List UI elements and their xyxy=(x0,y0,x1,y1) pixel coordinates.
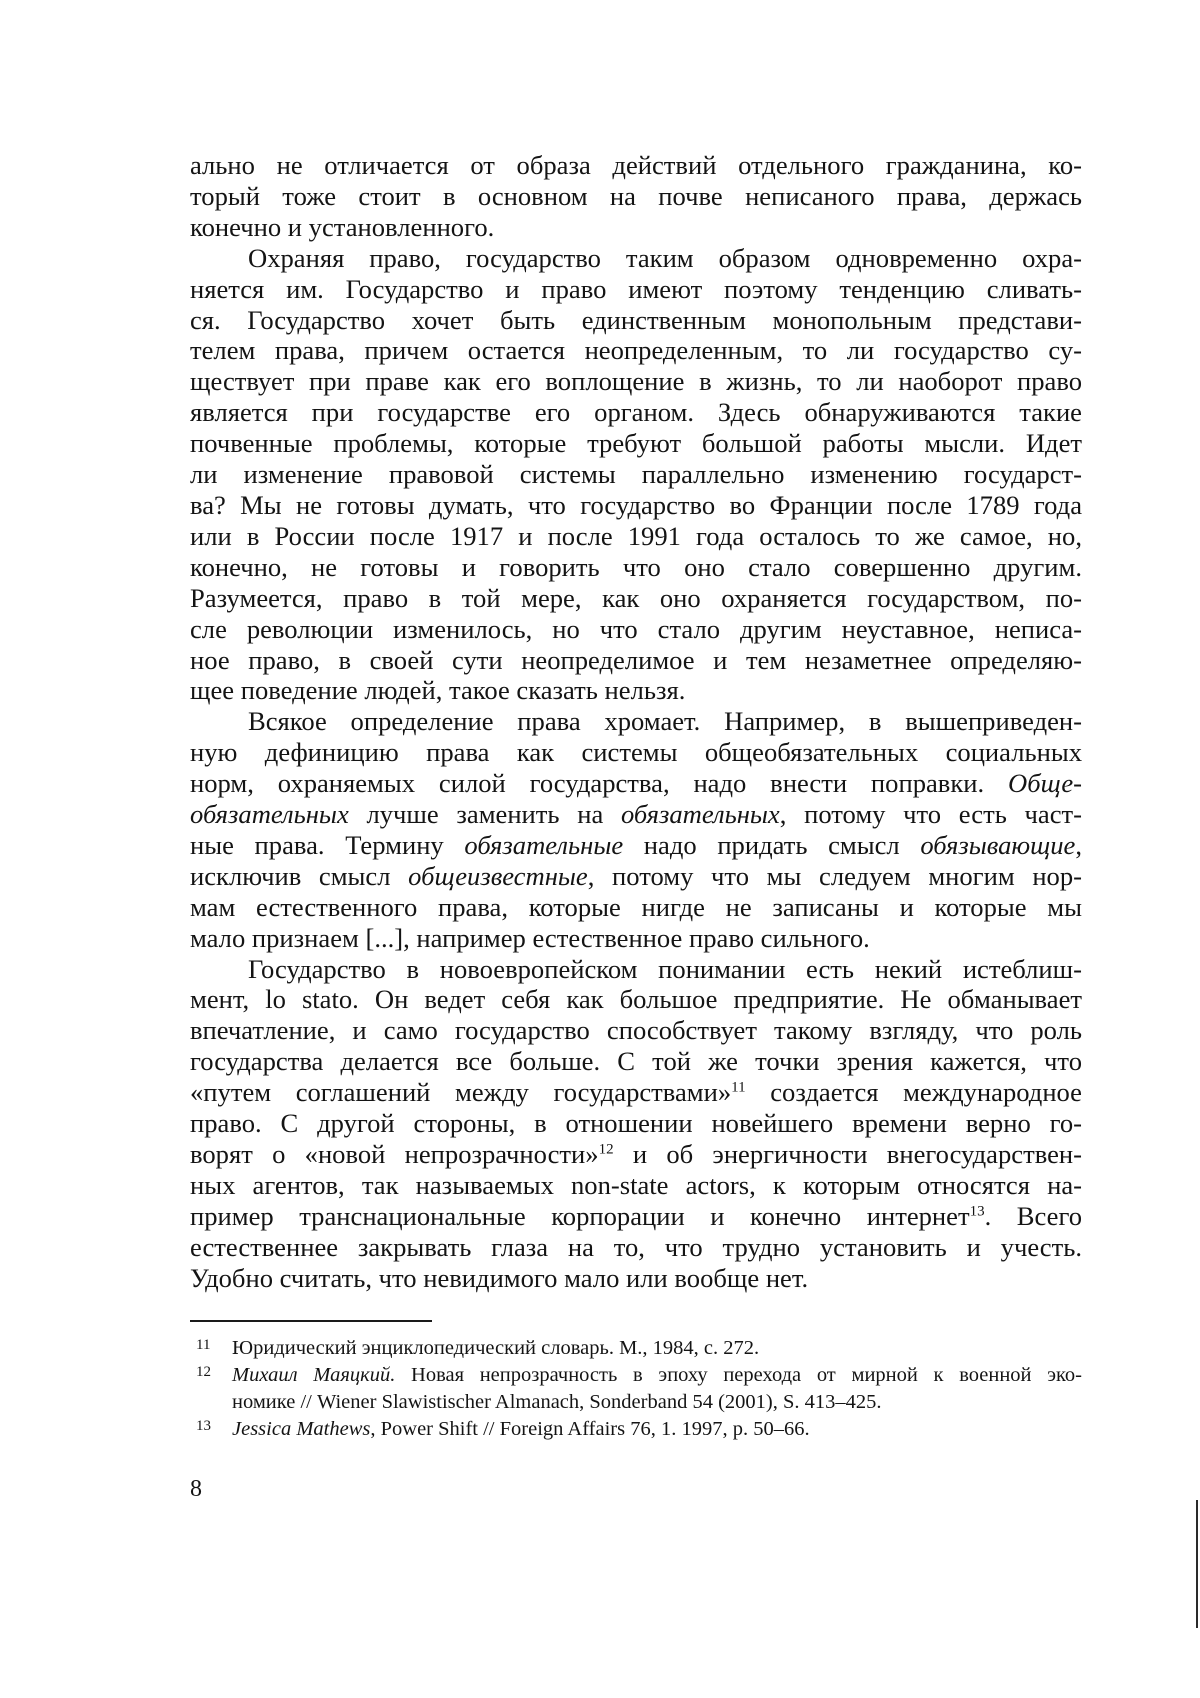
text-line: мало признаем [...], например естественное право сильного. xyxy=(190,922,870,953)
footnote-12 xyxy=(190,1362,1082,1416)
text-run: «путем соглашений между государствами» xyxy=(190,1077,732,1108)
footnote-text: Юридический энциклопедический словарь. М., 1984, с. 272. xyxy=(232,1337,760,1359)
text-run: и об энергичности внегосударствен- xyxy=(613,1139,1082,1169)
text-line: конечно, не готовы и говорить что оно стало совершенно другим. xyxy=(190,551,1082,582)
text-line: Охраняя право, государство таким образом одновременно охра- xyxy=(248,242,1082,273)
page-number: 8 xyxy=(190,1476,202,1502)
text-line xyxy=(190,861,1082,892)
text-line xyxy=(190,1077,1082,1108)
text-run: надо придать смысл xyxy=(623,829,921,860)
footnote-number: 11 xyxy=(196,1337,211,1353)
italic-term: обязывающие xyxy=(920,829,1076,860)
footnote-author: Михаил Маяцкий. xyxy=(232,1364,396,1386)
text-run: , потому что мы следуем многим нор- xyxy=(587,860,1082,891)
footnote-ref-13[interactable]: 13 xyxy=(969,1203,985,1220)
text-line: Всякое определение права хромает. Например, в вышеприведен- xyxy=(248,706,1082,737)
text-line: няется им. Государство и право имеют поэтому тенденцию сливать- xyxy=(190,273,1082,304)
footnote-ref-11[interactable]: 11 xyxy=(731,1079,746,1096)
text-run: , xyxy=(1075,829,1083,860)
text-line: щее поведение людей, такое сказать нельзя. xyxy=(190,675,686,706)
text-line: или в России после 1917 и после 1991 года осталось то же самое, но, xyxy=(190,520,1082,551)
page-edge-mark xyxy=(1196,1500,1198,1628)
text-line xyxy=(190,768,1082,799)
footnotes xyxy=(190,1335,1082,1443)
text-run: лучше заменить на xyxy=(348,799,621,830)
footnote-ref-12[interactable]: 12 xyxy=(598,1141,614,1158)
text-line: естественнее закрывать глаза на то, что трудно установить и учесть. xyxy=(190,1231,1082,1262)
paragraph-2 xyxy=(190,243,1082,707)
paragraph-1 xyxy=(190,150,1082,243)
text-line: телем права, причем остается неопределенным, то ли государство су- xyxy=(190,335,1082,366)
paragraph-3 xyxy=(190,706,1082,953)
text-line xyxy=(190,1201,1082,1232)
text-run: , Power Shift // Foreign Affairs 76, 1. 1997, p. 50–66. xyxy=(370,1418,810,1440)
text-line: ся. Государство хочет быть единственным монопольным представи- xyxy=(190,304,1082,335)
text-line: почвенные проблемы, которые требуют большой работы мысли. Идет xyxy=(190,428,1082,459)
text-run: пример транснациональные корпорации и конечно интернет xyxy=(190,1200,970,1231)
text-line: ную дефиницию права как системы общеобязательных социальных xyxy=(190,737,1082,768)
paragraph-4 xyxy=(190,954,1082,1294)
text-line xyxy=(190,799,1082,830)
text-run: Новая непрозрачность в эпоху перехода от мирной к военной эко- xyxy=(395,1364,1082,1386)
text-line: ществует при праве как его воплощение в жизнь, то ли наоборот право xyxy=(190,366,1082,397)
text-line: ное право, в своей сути неопределимое и тем незаметнее определяю- xyxy=(190,644,1082,675)
footnote-number: 12 xyxy=(196,1364,211,1380)
text-line: мам естественного права, которые нигде не записаны и которые мы xyxy=(190,891,1082,922)
text-line: ва? Мы не готовы думать, что государство во Франции после 1789 года xyxy=(190,489,1082,520)
text-line xyxy=(190,1139,1082,1170)
text-line: Удобно считать, что невидимого мало или вообще нет. xyxy=(190,1262,809,1293)
text-run: норм, охраняемых силой государства, надо внести поправки. xyxy=(190,768,1009,799)
text-line: Государство в новоевропейском понимании есть некий истеблиш- xyxy=(248,953,1082,984)
text-line: ально не отличается от образа действий отдельного гражданина, ко- xyxy=(190,150,1082,180)
footnote-separator xyxy=(190,1320,432,1322)
text-run: создается международное xyxy=(745,1077,1082,1108)
text-line: торый тоже стоит в основном на почве неписаного права, держась xyxy=(190,180,1082,211)
text-run: ворят о «новой непрозрачности» xyxy=(190,1139,599,1169)
footnote-11 xyxy=(190,1335,1082,1362)
footnote-text xyxy=(232,1416,1082,1443)
italic-term: Обще- xyxy=(1008,768,1082,799)
text-line: государства делается все больше. С той же точки зрения кажется, что xyxy=(190,1046,1082,1077)
text-line: впечатление, и само государство способствует такому взгляду, что роль xyxy=(190,1015,1082,1046)
text-line: ных агентов, так называемых non-state actors, к которым относятся на- xyxy=(190,1169,1082,1200)
footnote-text xyxy=(232,1362,1082,1389)
text-line: конечно и установленного. xyxy=(190,211,495,242)
text-line: ли изменение правовой системы параллельно изменению государст- xyxy=(190,459,1082,490)
italic-term: общеизвестные xyxy=(408,860,588,891)
footnote-number: 13 xyxy=(196,1418,211,1434)
italic-term: обязательных xyxy=(620,799,780,830)
text-run: . Всего xyxy=(984,1200,1083,1231)
text-line: право. С другой стороны, в отношении новейшего времени верно го- xyxy=(190,1108,1082,1139)
text-line: является при государстве его органом. Здесь обнаруживаются такие xyxy=(190,397,1082,428)
footnote-text: номике // Wiener Slawistischer Almanach, Sonderband 54 (2001), S. 413–425. xyxy=(232,1391,882,1413)
text-line: мент, lo stato. Он ведет себя как большое предприятие. Не обманывает xyxy=(190,984,1082,1015)
text-run: ные права. Термину xyxy=(190,829,465,860)
text-run: исключив смысл xyxy=(190,860,409,891)
text-line: Разумеется, право в той мере, как оно охраняется государством, по- xyxy=(190,582,1082,613)
text-line xyxy=(190,830,1082,861)
footnote-13 xyxy=(190,1416,1082,1443)
footnote-author: Jessica Mathews xyxy=(232,1418,371,1440)
italic-term: обязательных xyxy=(190,799,349,830)
italic-term: обязательные xyxy=(464,829,624,860)
main-text xyxy=(190,150,1082,1294)
text-run: , потому что есть част- xyxy=(779,799,1082,830)
text-line: сле революции изменилось, но что стало другим неуставное, неписа- xyxy=(190,613,1082,644)
